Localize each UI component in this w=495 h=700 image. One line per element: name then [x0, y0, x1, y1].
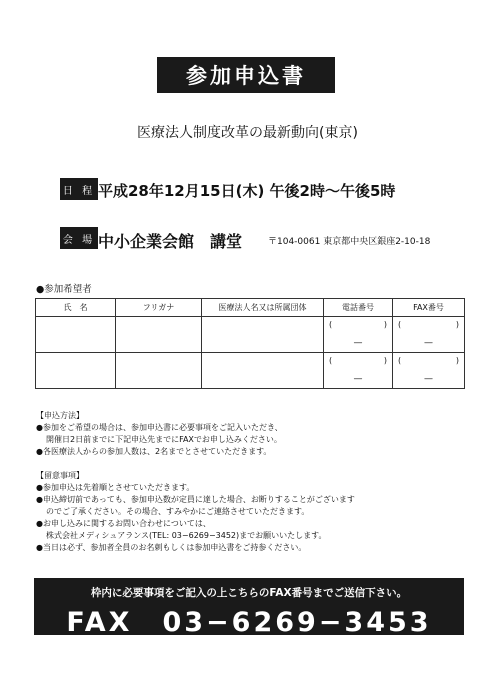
- fax-cell[interactable]: [393, 353, 465, 389]
- organization-cell[interactable]: [202, 317, 324, 353]
- phone-dash: —: [353, 374, 363, 384]
- application-line: ●参加をご希望の場合は、参加申込書に必要事項をご記入いただき、: [36, 423, 283, 432]
- note-line: ●当日は必ず、参加者全員のお名刺もしくは参加申込書をご持参ください。: [36, 543, 307, 552]
- venue-address: 〒104-0061 東京都中央区銀座2-10-18: [268, 237, 431, 247]
- paren-close: ): [383, 356, 387, 365]
- organization-cell[interactable]: [202, 353, 324, 389]
- fax-cell[interactable]: [393, 317, 465, 353]
- paren-open: (: [398, 320, 402, 329]
- application-line: 開催日2日前までに下記申込先までにFAXでお申し込みください。: [46, 435, 282, 444]
- col-header-fax: FAX番号: [393, 299, 465, 317]
- venue-name: 中小企業会館 講堂: [98, 232, 243, 251]
- table-row: [36, 353, 465, 389]
- form-title: 参加申込書: [157, 57, 335, 93]
- name-cell[interactable]: [36, 353, 116, 389]
- participants-heading: ●参加希望者: [36, 284, 92, 295]
- fax-number[interactable]: FAX 03−6269−3453: [66, 607, 432, 638]
- note-line: 株式会社メディシュアランス(TEL: 03−6269−3452)までお願いいたします。: [46, 531, 327, 540]
- paren-open: (: [329, 356, 333, 365]
- fax-dash: —: [424, 338, 433, 348]
- application-line: ●各医療法人からの参加人数は、2名までとさせていただきます。: [36, 447, 272, 456]
- notes-section: [36, 470, 355, 554]
- table-row: [36, 317, 465, 353]
- paren-open: (: [329, 320, 333, 329]
- phone-cell[interactable]: [324, 353, 393, 389]
- fax-banner: [34, 578, 464, 638]
- fax-instruction: 枠内に必要事項をご記入の上こちらのFAX番号までご送信下さい。: [90, 587, 408, 599]
- note-line: のでご了承ください。その場合、すみやかにご連絡させていただきます。: [46, 507, 310, 516]
- col-header-name: 氏 名: [36, 299, 116, 317]
- note-line: ●参加申込は先着順とさせていただきます。: [36, 483, 195, 492]
- participant-table: [35, 298, 465, 389]
- name-cell[interactable]: [36, 317, 116, 353]
- seminar-subtitle: 医療法人制度改革の最新動向(東京): [137, 125, 358, 141]
- furigana-cell[interactable]: [116, 317, 202, 353]
- phone-cell[interactable]: [324, 317, 393, 353]
- notes-heading: 【留意事項】: [36, 471, 84, 480]
- application-method: [36, 410, 283, 458]
- phone-dash: —: [353, 338, 363, 348]
- note-line: ●申込締切前であっても、参加申込数が定員に達した場合、お断りすることがございます: [36, 495, 355, 504]
- venue-label: 会 場: [60, 227, 98, 249]
- table-header-row: [36, 299, 465, 317]
- date-label: 日 程: [60, 178, 98, 200]
- fax-dash: —: [424, 374, 433, 384]
- paren-close: ): [383, 320, 387, 329]
- paren-close: ): [455, 356, 459, 365]
- col-header-furigana: フリガナ: [116, 299, 202, 317]
- paren-open: (: [398, 356, 402, 365]
- application-heading: 【申込方法】: [36, 411, 84, 420]
- col-header-organization: 医療法人名又は所属団体: [202, 299, 324, 317]
- col-header-phone: 電話番号: [324, 299, 393, 317]
- furigana-cell[interactable]: [116, 353, 202, 389]
- note-line: ●お申し込みに関するお問い合わせについては、: [36, 519, 211, 528]
- event-date: 平成28年12月15日(木) 午後2時～午後5時: [98, 182, 396, 200]
- paren-close: ): [455, 320, 459, 329]
